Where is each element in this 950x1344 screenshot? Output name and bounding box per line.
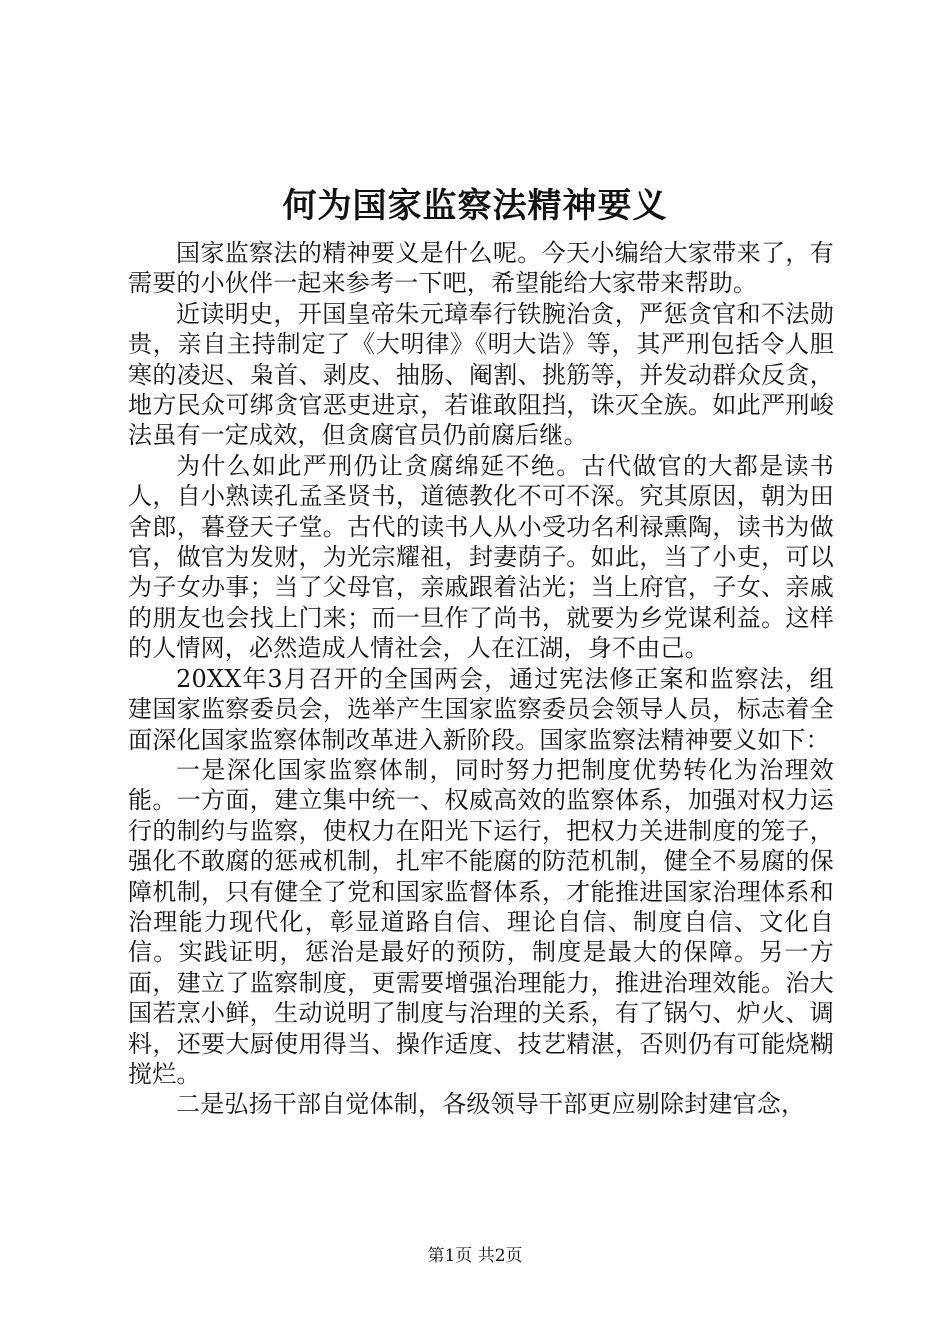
paragraph-5: 一是深化国家监察体制，同时努力把制度优势转化为治理效能。一方面，建立集中统一、权威高效的监察体系，加强对权力运行的制约与监察，使权力在阳光下运行，把权力关进制度的笼子，强化不敢腐的惩戒机制，扎牢不能腐的防范机制，健全不易腐的保障机制，只有健全了党和国家监督体系，才能推进国家治理体系和治理能力现代化，彰显道路自信、理论自信、制度自信、文化自信。实践证明，惩治是最好的预防，制度是最大的保障。另一方面，建立了监察制度，更需要增强治理能力，推进治理效能。治大国若烹小鲜，生动说明了制度与治理的关系，有了锅勺、炉火、调料，还要大厨使用得当、操作适度、技艺精湛，否则仍有可能烧糊搅烂。 — [128, 755, 834, 1088]
paragraph-6: 二是弘扬干部自觉体制，各级领导干部更应剔除封建官念， — [176, 1090, 806, 1119]
document-body — [128, 238, 834, 1120]
paragraph-4: 20XX年3月召开的全国两会，通过宪法修正案和监察法，组建国家监察委员会，选举产生国家监察委员会领导人员，标志着全面深化国家监察体制改革进入新阶段。国家监察法精神要义如下： — [128, 664, 834, 754]
document-title: 何为国家监察法精神要义 — [282, 186, 668, 226]
paragraph-1: 国家监察法的精神要义是什么呢。今天小编给大家带来了，有需要的小伙伴一起来参考一下吧，希望能给大家带来帮助。 — [128, 239, 834, 298]
paragraph-3: 为什么如此严刑仍让贪腐绵延不绝。古代做官的大都是读书人，自小熟读孔孟圣贤书，道德教化不可不深。究其原因，朝为田舍郎，暮登天子堂。古代的读书人从小受功名利禄熏陶，读书为做官，做官为发财，为光宗耀祖，封妻荫子。如此，当了小吏，可以为子女办事；当了父母官，亲戚跟着沾光；当上府官，子女、亲戚的朋友也会找上门来；而一旦作了尚书，就要为乡党谋利益。这样的人情网，必然造成人情社会，人在江湖，身不由己。 — [128, 451, 834, 663]
paragraph-2: 近读明史，开国皇帝朱元璋奉行铁腕治贪，严惩贪官和不法勋贵，亲自主持制定了《大明律》《明大诰》等，其严刑包括令人胆寒的凌迟、枭首、剥皮、抽肠、阉割、挑筋等，并发动群众反贪，地方民众可绑贪官恶吏进京，若谁敢阻挡，诛灭全族。如此严刑峻法虽有一定成效，但贪腐官员仍前腐后继。 — [128, 299, 834, 450]
page-footer: 第1页 共2页 — [427, 1246, 523, 1266]
